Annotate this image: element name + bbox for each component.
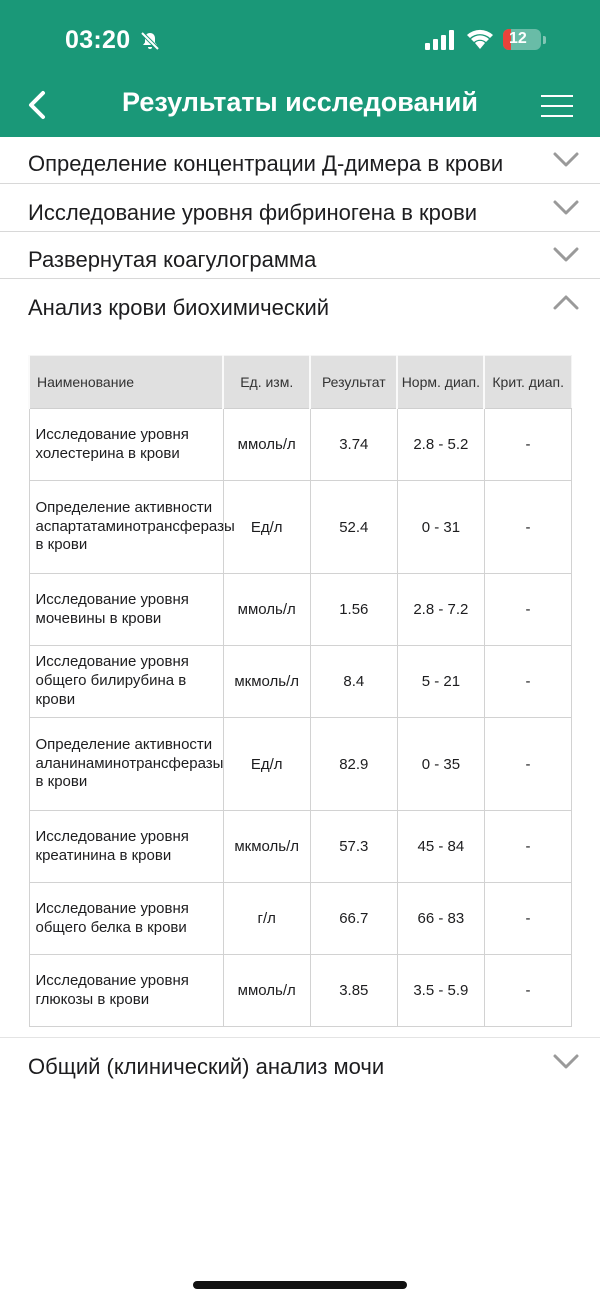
- column-header: Результат: [310, 356, 397, 409]
- crit-range: -: [484, 574, 571, 646]
- bell-muted-icon: [139, 30, 161, 57]
- battery-icon: [503, 29, 547, 52]
- test-name: Исследование уровня креатинина в крови: [29, 811, 223, 883]
- section-urinalysis[interactable]: [0, 1038, 600, 1094]
- status-time: 03:20: [65, 26, 131, 54]
- norm-range: 5 - 21: [397, 646, 484, 718]
- norm-range: 3.5 - 5.9: [397, 955, 484, 1027]
- table-header-row: [29, 356, 572, 409]
- section-coagulogram[interactable]: [0, 232, 600, 279]
- table-row: [29, 481, 572, 574]
- chevron-down-icon[interactable]: [552, 199, 580, 222]
- table-row: [29, 409, 572, 481]
- wifi-icon: [466, 28, 494, 55]
- unit: Ед/л: [223, 481, 310, 574]
- menu-icon[interactable]: [541, 95, 573, 117]
- page-title: Результаты исследований: [122, 87, 478, 117]
- battery-level: 12: [509, 30, 527, 47]
- crit-range: -: [484, 811, 571, 883]
- section-fibrinogen[interactable]: [0, 184, 600, 232]
- unit: ммоль/л: [223, 409, 310, 481]
- result: 3.74: [310, 409, 397, 481]
- test-name: Исследование уровня общего белка в крови: [29, 883, 223, 955]
- table-row: [29, 718, 572, 811]
- result: 82.9: [310, 718, 397, 811]
- column-header: Норм. диап.: [397, 356, 484, 409]
- norm-range: 66 - 83: [397, 883, 484, 955]
- results-table: [28, 355, 572, 1027]
- norm-range: 2.8 - 5.2: [397, 409, 484, 481]
- chevron-down-icon[interactable]: [552, 151, 580, 174]
- test-name: Исследование уровня общего билирубина в крови: [29, 646, 223, 718]
- norm-range: 2.8 - 7.2: [397, 574, 484, 646]
- column-header: Ед. изм.: [223, 356, 310, 409]
- result: 66.7: [310, 883, 397, 955]
- section-d-dimer[interactable]: [0, 137, 600, 184]
- column-header: Крит. диап.: [484, 356, 571, 409]
- unit: Ед/л: [223, 718, 310, 811]
- test-name: Исследование уровня холестерина в крови: [29, 409, 223, 481]
- chevron-down-icon[interactable]: [552, 246, 580, 269]
- unit: мкмоль/л: [223, 811, 310, 883]
- result: 52.4: [310, 481, 397, 574]
- table-row: [29, 883, 572, 955]
- home-indicator[interactable]: [193, 1281, 407, 1289]
- chevron-up-icon[interactable]: [552, 293, 580, 316]
- test-name: Определение активности аланинаминотрансферазы в крови: [29, 718, 223, 811]
- test-name: Определение активности аспартатаминотрансферазы в крови: [29, 481, 223, 574]
- column-header: Наименование: [29, 356, 223, 409]
- unit: ммоль/л: [223, 574, 310, 646]
- test-name: Исследование уровня мочевины в крови: [29, 574, 223, 646]
- result: 57.3: [310, 811, 397, 883]
- crit-range: -: [484, 409, 571, 481]
- table-row: [29, 574, 572, 646]
- test-name: Исследование уровня глюкозы в крови: [29, 955, 223, 1027]
- norm-range: 0 - 35: [397, 718, 484, 811]
- crit-range: -: [484, 481, 571, 574]
- norm-range: 45 - 84: [397, 811, 484, 883]
- crit-range: -: [484, 646, 571, 718]
- unit: мкмоль/л: [223, 646, 310, 718]
- status-bar: [0, 0, 600, 80]
- cellular-signal-icon: [425, 30, 457, 55]
- app-header: [0, 0, 600, 137]
- section-label: Исследование уровня фибриногена в крови: [28, 200, 478, 225]
- section-label: Определение концентрации Д-димера в крови: [28, 151, 504, 176]
- unit: ммоль/л: [223, 955, 310, 1027]
- norm-range: 0 - 31: [397, 481, 484, 574]
- crit-range: -: [484, 718, 571, 811]
- table-row: [29, 811, 572, 883]
- section-label: Общий (клинический) анализ мочи: [28, 1054, 385, 1079]
- unit: г/л: [223, 883, 310, 955]
- crit-range: -: [484, 955, 571, 1027]
- section-label[interactable]: Анализ крови биохимический: [28, 295, 330, 320]
- table-row: [29, 955, 572, 1027]
- section-label: Развернутая коагулограмма: [28, 247, 317, 272]
- result: 8.4: [310, 646, 397, 718]
- result: 3.85: [310, 955, 397, 1027]
- chevron-down-icon[interactable]: [552, 1053, 580, 1076]
- crit-range: -: [484, 883, 571, 955]
- result: 1.56: [310, 574, 397, 646]
- table-row: [29, 646, 572, 718]
